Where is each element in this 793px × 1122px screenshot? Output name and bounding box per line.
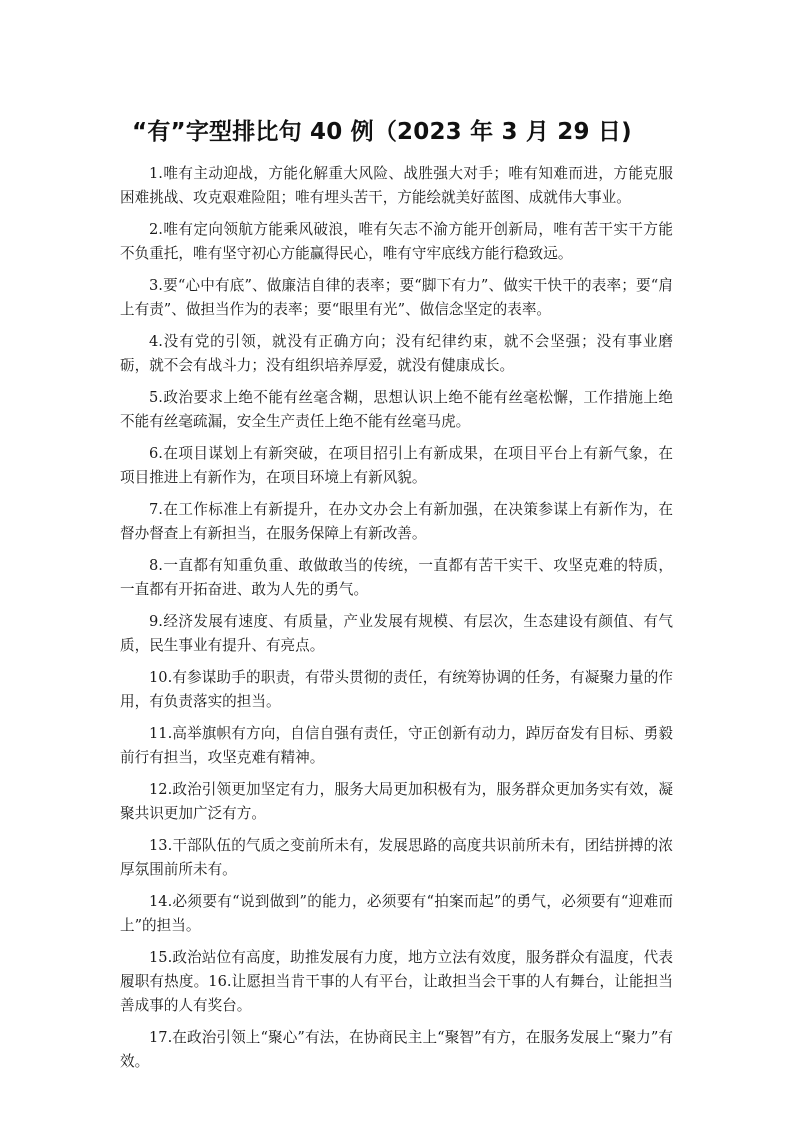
paragraph-12: 12.政治引领更加坚定有力，服务大局更加积极有为，服务群众更加务实有效，凝聚共识更加广泛有方。	[120, 781, 673, 822]
paragraph-1: 1.唯有主动迎战，方能化解重大风险、战胜强大对手；唯有知难而进，方能克服困难挑战、攻克艰难险阻；唯有埋头苦干，方能绘就美好蓝图、成就伟大事业。	[120, 165, 673, 206]
paragraph-3: 3.要“心中有底”、做廉洁自律的表率；要“脚下有力”、做实干快干的表率；要“肩上有责”、做担当作为的表率；要“眼里有光”、做信念坚定的表率。	[120, 277, 673, 318]
paragraph-7: 7.在工作标准上有新提升，在办文办会上有新加强，在决策参谋上有新作为，在督办督查上有新担当，在服务保障上有新改善。	[120, 501, 673, 542]
paragraph-4: 4.没有党的引领，就没有正确方向；没有纪律约束，就不会坚强；没有事业磨砺，就不会有战斗力；没有组织培养厚爱，就没有健康成长。	[120, 333, 673, 374]
paragraph-5: 5.政治要求上绝不能有丝毫含糊，思想认识上绝不能有丝毫松懈，工作措施上绝不能有丝毫疏漏，安全生产责任上绝不能有丝毫马虎。	[120, 389, 673, 430]
paragraph-2: 2.唯有定向领航方能乘风破浪，唯有矢志不渝方能开创新局，唯有苦干实干方能不负重托，唯有坚守初心方能赢得民心，唯有守牢底线方能行稳致远。	[120, 221, 673, 262]
document-title: “有”字型排比句 40 例（2023 年 3 月 29 日)	[132, 119, 632, 145]
document-body	[120, 162, 673, 1074]
paragraph-13: 13.干部队伍的气质之变前所未有，发展思路的高度共识前所未有，团结拼搏的浓厚氛围前所未有。	[120, 837, 673, 878]
paragraph-11: 11.高举旗帜有方向，自信自强有责任，守正创新有动力，踔厉奋发有目标、勇毅前行有担当，攻坚克难有精神。	[120, 725, 673, 766]
paragraph-8: 8.一直都有知重负重、敢做敢当的传统，一直都有苦干实干、攻坚克难的特质，一直都有开拓奋进、敢为人先的勇气。	[120, 557, 673, 598]
paragraph-9: 9.经济发展有速度、有质量，产业发展有规模、有层次，生态建设有颜值、有气质，民生事业有提升、有亮点。	[120, 613, 673, 654]
paragraph-16: 17.在政治引领上“聚心”有法，在协商民主上“聚智”有方，在服务发展上“聚力”有效。	[120, 1029, 673, 1070]
paragraph-14: 14.必须要有“说到做到”的能力，必须要有“拍案而起”的勇气，必须要有“迎难而上”的担当。	[120, 893, 673, 934]
paragraph-10: 10.有参谋助手的职责，有带头贯彻的责任，有统筹协调的任务，有凝聚力量的作用，有负责落实的担当。	[120, 669, 673, 710]
paragraph-6: 6.在项目谋划上有新突破，在项目招引上有新成果，在项目平台上有新气象，在项目推进上有新作为，在项目环境上有新风貌。	[120, 445, 673, 486]
paragraph-15: 15.政治站位有高度，助推发展有力度，地方立法有效度，服务群众有温度，代表履职有热度。16.让愿担当肯干事的人有平台，让敢担当会干事的人有舞台，让能担当善成事的人有奖台。	[120, 949, 673, 1014]
